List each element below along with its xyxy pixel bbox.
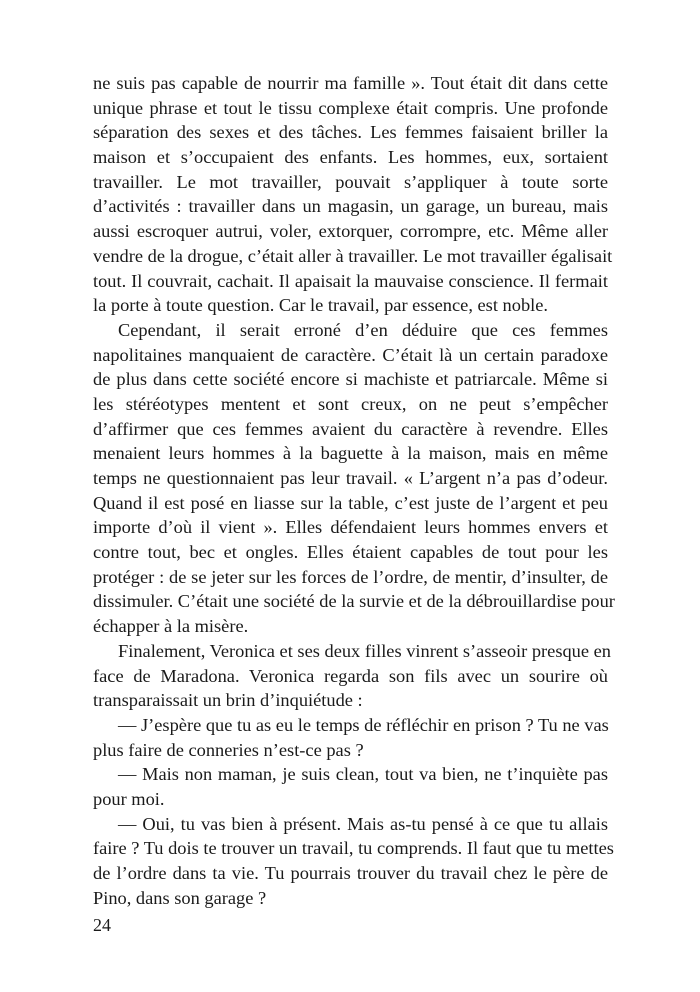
text-line: Cependant, il serait erroné d’en déduire que ces femmes	[118, 319, 608, 340]
text-line: importe d’où il vient ». Elles défendaient leurs hommes envers et	[93, 517, 608, 538]
page-body	[93, 71, 615, 910]
text-line: transparaissait un brin d’inquiétude :	[93, 690, 363, 711]
text-line: temps ne questionnaient pas leur travail. « L’argent n’a pas d’odeur.	[93, 468, 608, 488]
text-line: — Oui, tu vas bien à présent. Mais as-tu pensé à ce que tu allais	[118, 813, 608, 834]
text-line: Finalement, Veronica et ses deux filles vinrent s’asseoir presque en	[118, 640, 611, 661]
text-line: Quand il est posé en liasse sur la table, c’est juste de l’argent et peu	[93, 492, 608, 513]
text-line: travailler. Le mot travailler, pouvait s’appliquer à toute sorte	[93, 171, 608, 192]
text-line: menaient leurs hommes à la baguette à la maison, mais en même	[93, 443, 608, 464]
text-line: face de Maradona. Veronica regarda son fils avec un sourire où	[93, 665, 608, 686]
paragraph	[93, 71, 613, 318]
text-line: séparation des sexes et des tâches. Les femmes faisaient briller la	[93, 122, 608, 143]
text-line: napolitaines manquaient de caractère. C’était là un certain paradoxe	[93, 344, 608, 365]
text-line: aussi escroquer autrui, voler, extorquer, corrompre, etc. Même aller	[93, 221, 608, 242]
text-line: unique phrase et tout le tissu complexe était compris. Une profonde	[93, 97, 608, 118]
text-line: tout. Il couvrait, cachait. Il apaisait la mauvaise conscience. Il fermait	[93, 270, 608, 291]
paragraph	[93, 639, 611, 713]
text-line: les stéréotypes mentent et sont creux, on ne peut s’empêcher	[93, 393, 608, 414]
text-line: vendre de la drogue, c’était aller à travailler. Le mot travailler égalisait	[93, 245, 613, 266]
text-line: maison et s’occupaient des enfants. Les hommes, eux, sortaient	[93, 147, 608, 168]
text-line: contre tout, bec et ongles. Elles étaient capables de tout pour les	[93, 542, 608, 563]
text-line: d’activités : travailler dans un magasin, un garage, un bureau, mais	[93, 196, 608, 217]
text-line: protéger : de se jeter sur les forces de l’ordre, de mentir, d’insulter, de	[93, 566, 608, 587]
text-line: de plus dans cette société encore si machiste et patriarcale. Même si	[93, 369, 608, 390]
text-line: faire ? Tu dois te trouver un travail, tu comprends. Il faut que tu mettes	[93, 838, 614, 859]
page-number: 24	[93, 915, 111, 935]
text-line: — Mais non maman, je suis clean, tout va bien, ne t’inquiète pas	[118, 764, 608, 785]
paragraph	[93, 812, 614, 911]
text-line: d’affirmer que ces femmes avaient du caractère à revendre. Elles	[93, 418, 608, 439]
text-line: échapper à la misère.	[93, 616, 249, 637]
text-line: Pino, dans son garage ?	[93, 887, 267, 908]
paragraph	[93, 318, 615, 639]
text-line: dissimuler. C’était une société de la survie et de la débrouillardise pour	[93, 591, 615, 612]
text-line: pour moi.	[93, 788, 165, 809]
text-line: la porte à toute question. Car le travail, par essence, est noble.	[93, 295, 549, 316]
text-line: de l’ordre dans ta vie. Tu pourrais trouver du travail chez le père de	[93, 863, 608, 883]
text-line: plus faire de conneries n’est-ce pas ?	[93, 739, 364, 760]
text-line: ne suis pas capable de nourrir ma famille ». Tout était dit dans cette	[93, 73, 608, 93]
paragraph	[93, 713, 608, 762]
text-line: — J’espère que tu as eu le temps de réfléchir en prison ? Tu ne vas	[118, 714, 609, 735]
paragraph	[93, 762, 608, 811]
